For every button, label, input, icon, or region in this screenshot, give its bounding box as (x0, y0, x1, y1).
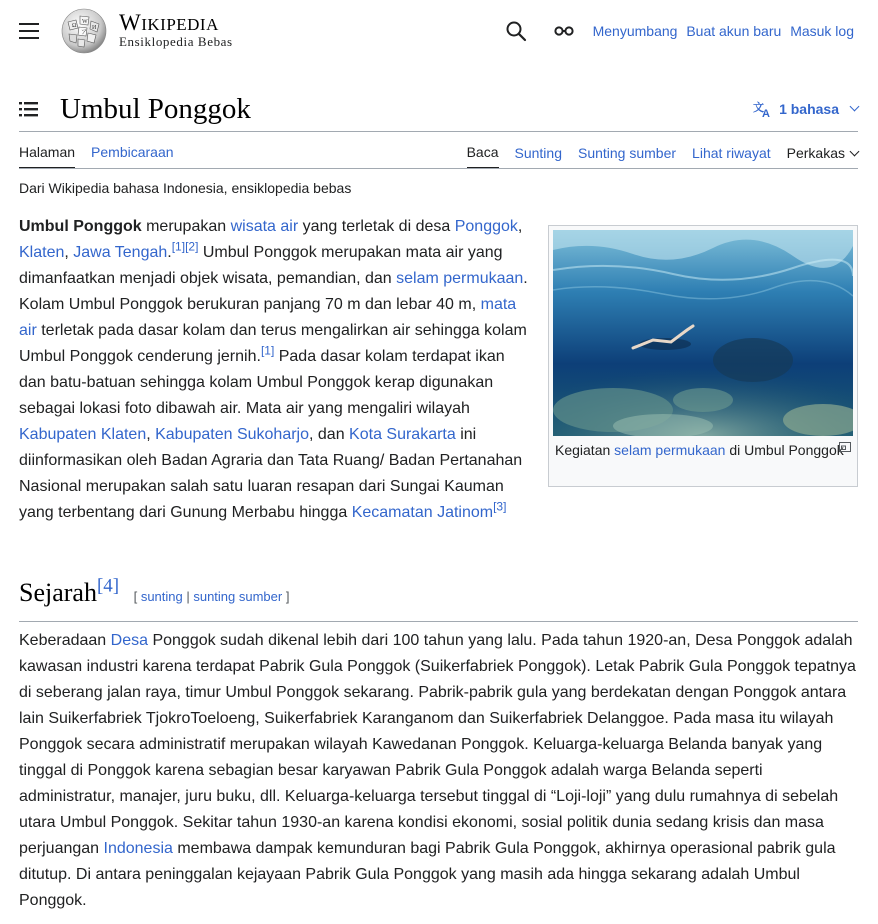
login-link[interactable]: Masuk log (790, 23, 854, 39)
wikipedia-tagline: Ensiklopedia Bebas (119, 34, 233, 49)
link-indonesia[interactable]: Indonesia (103, 840, 173, 857)
link-kota-surakarta[interactable]: Kota Surakarta (349, 426, 456, 443)
link-kabupaten-sukoharjo[interactable]: Kabupaten Sukoharjo (155, 426, 310, 443)
link-mata-air[interactable]: mata air (19, 296, 517, 339)
svg-text:A: A (762, 108, 771, 118)
tab-history[interactable]: Lihat riwayat (692, 145, 771, 161)
svg-text:文: 文 (753, 101, 765, 114)
tab-article[interactable]: Halaman (19, 144, 75, 169)
ref-1[interactable]: [1] (171, 239, 186, 254)
translate-icon (753, 100, 773, 118)
toc-icon[interactable] (19, 100, 39, 118)
history-paragraph: Keberadaan Desa Ponggok sudah dikenal lebih dari 100 tahun yang lalu. Pada tahun 1920-an, Desa Ponggok adalah kawasan industri karena terdapat Pabrik Gula Ponggok (Suikerfabriek Ponggok). Letak Pabrik Gula Ponggok tepatnya di seberang jalan raya, timur Umbul Ponggok sekarang. Pabrik-pabrik gula yang berdekatan dengan Ponggok antara lain Suikerfabriek TjokroToeloeng, Suikerfabriek Karanganom dan Suikerfabriek Delanggoe. Pada masa itu wilayah Ponggok secara administratif merupakan wilayah Kawedanan Ponggok. Keluarga-keluarga Belanda banyak yang tinggal di Ponggok karena sebagian besar karyawan Pabrik Gula Ponggok adalah warga Belanda seperti administratur, manajer, juru buku, dll. Keluarga-keluarga tersebut tinggal di “Loji-loji” yang dulu rumahnya di sebelah utara Umbul Ponggok. Sekitar tahun 1930-an karena kondisi ekonomi, sosial politik dunia sedang krisis dan masa perjuangan Indonesia membawa dampak kemunduran bagi Pabrik Gula Ponggok, akhirnya operasional pabrik gula ditutup. Di antara peninggalan kejayaan Pabrik Gula Ponggok yang masih ada hingga sekarang adalah Umbul Ponggok. (19, 632, 856, 909)
figure-caption: Kegiatan selam permukaan di Umbul Ponggok (553, 436, 853, 460)
svg-text:Ω: Ω (72, 23, 77, 29)
section-divider (19, 621, 858, 622)
ref-2[interactable]: [2] (185, 239, 199, 254)
site-header (0, 0, 878, 62)
caption-link-selam-permukaan[interactable]: selam permukaan (614, 442, 726, 458)
language-button[interactable] (753, 100, 858, 118)
intro-paragraph: Umbul Ponggok merupakan wisata air yang terletak di desa Ponggok, Klaten, Jawa Tengah.[1][2] Umbul Ponggok merupakan mata air yang dimanfaatkan menjadi objek wisata, pemandian, dan selam permukaan. Kolam Umbul Ponggok berukuran panjang 70 m dan lebar 40 m, mata air terletak pada dasar kolam dan terus mengalirkan air sehingga kolam Umbul Ponggok cenderung jernih.[1] Pada dasar kolam terdapat ikan dan batu-batuan sehingga kolam Umbul Ponggok kerap digunakan sebagai lokasi foto dibawah air. Mata air yang mengaliri wilayah Kabupaten Klaten, Kabupaten Sukoharjo, dan Kota Surakarta ini diinformasikan oleh Badan Agraria dan Tata Ruang/ Badan Pertanahan Nasional merupakan salah satu luaran resapan dari Sungai Kauman yang terbentang dari Gunung Merbabu hingga Kecamatan Jatinom[3] (19, 218, 528, 521)
enlarge-icon[interactable] (839, 442, 851, 452)
article-body (19, 214, 858, 526)
link-wisata-air[interactable]: wisata air (230, 218, 299, 235)
tab-talk[interactable]: Pembicaraan (91, 144, 174, 160)
ref-4[interactable]: [4] (96, 575, 120, 597)
wikipedia-wordmark[interactable]: WIKIPEDIA (119, 10, 219, 35)
section-edit-source-link[interactable]: sunting sumber (193, 589, 283, 604)
tab-edit-source[interactable]: Sunting sumber (577, 145, 677, 161)
link-kecamatan-jatinom[interactable]: Kecamatan Jatinom (351, 504, 494, 521)
search-icon[interactable] (505, 20, 527, 42)
tab-read[interactable]: Baca (467, 144, 499, 169)
ref-3[interactable]: [3] (493, 499, 507, 514)
title-divider (19, 131, 858, 132)
user-links (588, 23, 854, 39)
namespace-tabs (19, 144, 174, 169)
link-klaten[interactable]: Klaten (19, 244, 65, 261)
page-title: Umbul Ponggok (60, 93, 251, 125)
link-kabupaten-klaten[interactable]: Kabupaten Klaten (19, 426, 147, 443)
view-tabs (467, 144, 858, 169)
section-edit-links: [ sunting | sunting sumber ] (133, 589, 290, 604)
wikipedia-globe-logo[interactable] (58, 8, 110, 54)
tab-edit[interactable]: Sunting (514, 145, 562, 161)
svg-text:W: W (82, 19, 88, 25)
underwater-photo[interactable] (553, 230, 853, 436)
glasses-icon[interactable] (554, 24, 574, 38)
section-title: Sejarah[4] (19, 575, 120, 607)
chevron-down-icon (850, 147, 860, 157)
bold-title: Umbul Ponggok (19, 218, 142, 235)
tools-label: Perkakas (786, 145, 845, 161)
chevron-down-icon (850, 101, 860, 111)
ref-1b[interactable]: [1] (260, 343, 275, 358)
tabs-divider (19, 168, 858, 169)
section-edit-link[interactable]: sunting (140, 589, 183, 604)
create-account-link[interactable]: Buat akun baru (686, 23, 782, 39)
hamburger-icon[interactable] (19, 23, 39, 39)
donate-link[interactable]: Menyumbang (592, 23, 678, 39)
tools-menu[interactable] (787, 145, 858, 168)
link-selam-permukaan[interactable]: selam permukaan (396, 270, 524, 287)
link-desa[interactable]: Desa (110, 632, 148, 649)
section-heading (19, 575, 858, 622)
link-jawa-tengah[interactable]: Jawa Tengah (73, 244, 168, 261)
svg-text:ア: ア (81, 30, 88, 36)
svg-text:И: И (92, 25, 97, 31)
link-ponggok[interactable]: Ponggok (454, 218, 518, 235)
site-subtitle: Dari Wikipedia bahasa Indonesia, ensiklopedia bebas (19, 180, 352, 196)
infobox-figure (548, 225, 858, 487)
language-count: 1 bahasa (779, 101, 839, 117)
